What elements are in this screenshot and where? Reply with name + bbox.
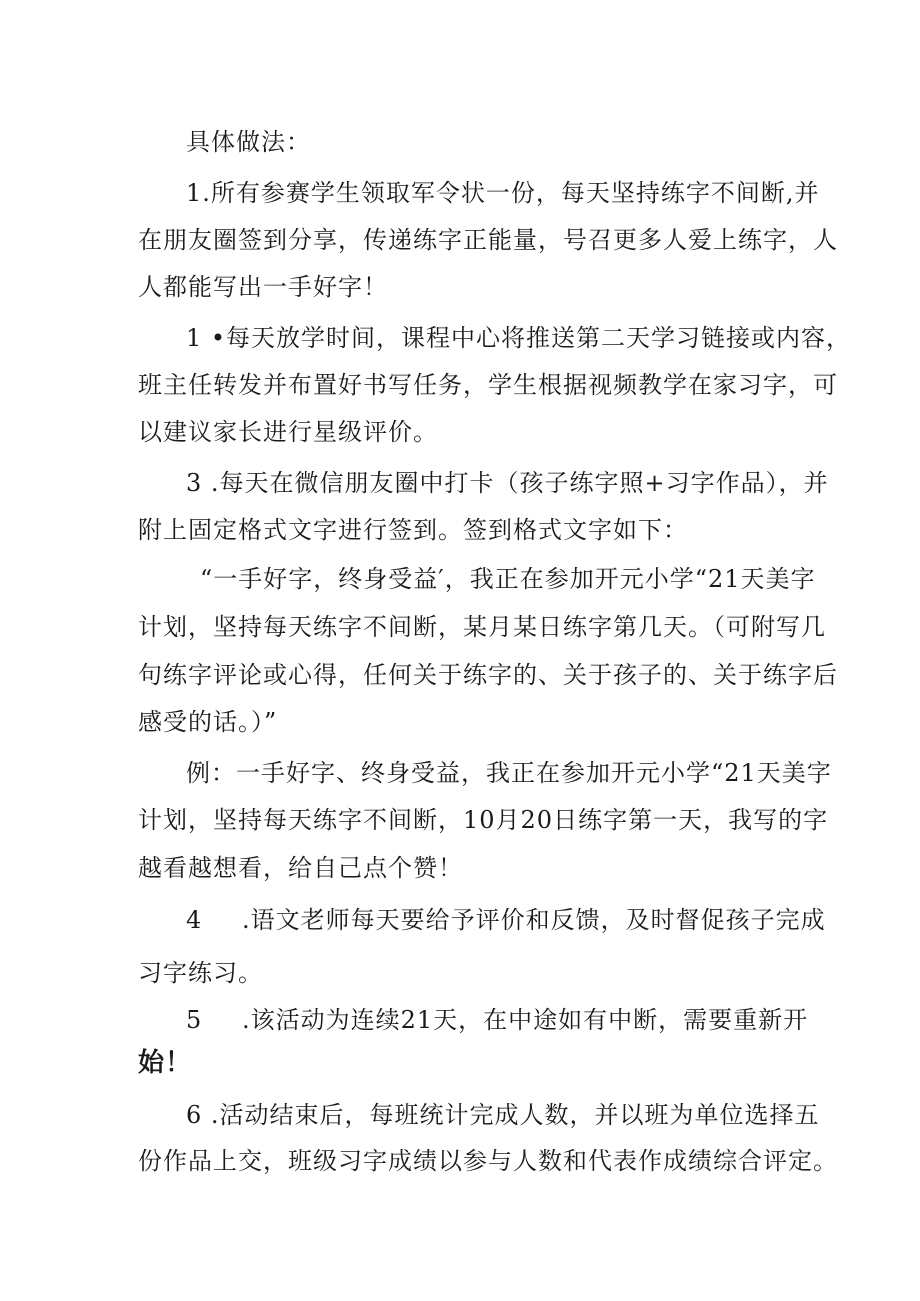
item6-line1: 6 .活动结束后，每班统计完成人数，并以班为单位选择五 <box>186 1101 820 1129</box>
section-heading: 具体做法： <box>186 128 311 156</box>
example-line3: 越看越想看，给自己点个赞！ <box>138 854 463 882</box>
quote-line4: 感受的话。）” <box>138 708 278 736</box>
item1-line1: 1.所有参赛学生领取军令状一份，每天坚持练字不间断,并 <box>186 179 820 207</box>
item5-line1: .该活动为连续21天，在中途如有中断，需要重新开 <box>242 1006 809 1034</box>
item4-line1: .语文老师每天要给予评价和反馈，及时督促孩子完成 <box>242 906 826 934</box>
quote-line2: 计划，坚持每天练字不间断，某月某日练字第几天。（可附写几 <box>138 613 826 641</box>
item4-number: 4 <box>186 906 203 934</box>
item1-line3: 人都能写出一手好字！ <box>138 273 388 301</box>
item3-line2: 附上固定格式文字进行签到。签到格式文字如下： <box>138 516 688 544</box>
item4-line2: 习字练习。 <box>138 959 263 987</box>
item5-line2: 始！ <box>138 1048 193 1078</box>
quote-line1: “一手好字，终身受益′，我正在参加开元小学“21天美字 <box>200 565 816 593</box>
item6-line2: 份作品上交，班级习字成绩以参与人数和代表作成绩综合评定。 <box>138 1147 838 1175</box>
item1-line2: 在朋友圈签到分享，传递练字正能量，号召更多人爱上练字，人 <box>138 226 838 254</box>
item3-line1: 3 .每天在微信朋友圈中打卡（孩子练字照+习字作品），并 <box>186 469 829 497</box>
example-line2: 计划，坚持每天练字不间断，10月20日练字第一天，我写的字 <box>138 806 829 834</box>
item5-number: 5 <box>186 1006 203 1034</box>
item2-line1: 1 •每天放学时间，课程中心将推送第二天学习链接或内容， <box>186 324 852 352</box>
item2-line3: 以建议家长进行星级评价。 <box>138 418 438 446</box>
example-line1: 例：一手好字、终身受益，我正在参加开元小学“21天美字 <box>186 759 832 787</box>
quote-line3: 句练字评论或心得，任何关于练字的、关于孩子的、关于练字后 <box>138 661 838 689</box>
item2-line2: 班主任转发并布置好书写任务，学生根据视频教学在家习字，可 <box>138 371 838 399</box>
